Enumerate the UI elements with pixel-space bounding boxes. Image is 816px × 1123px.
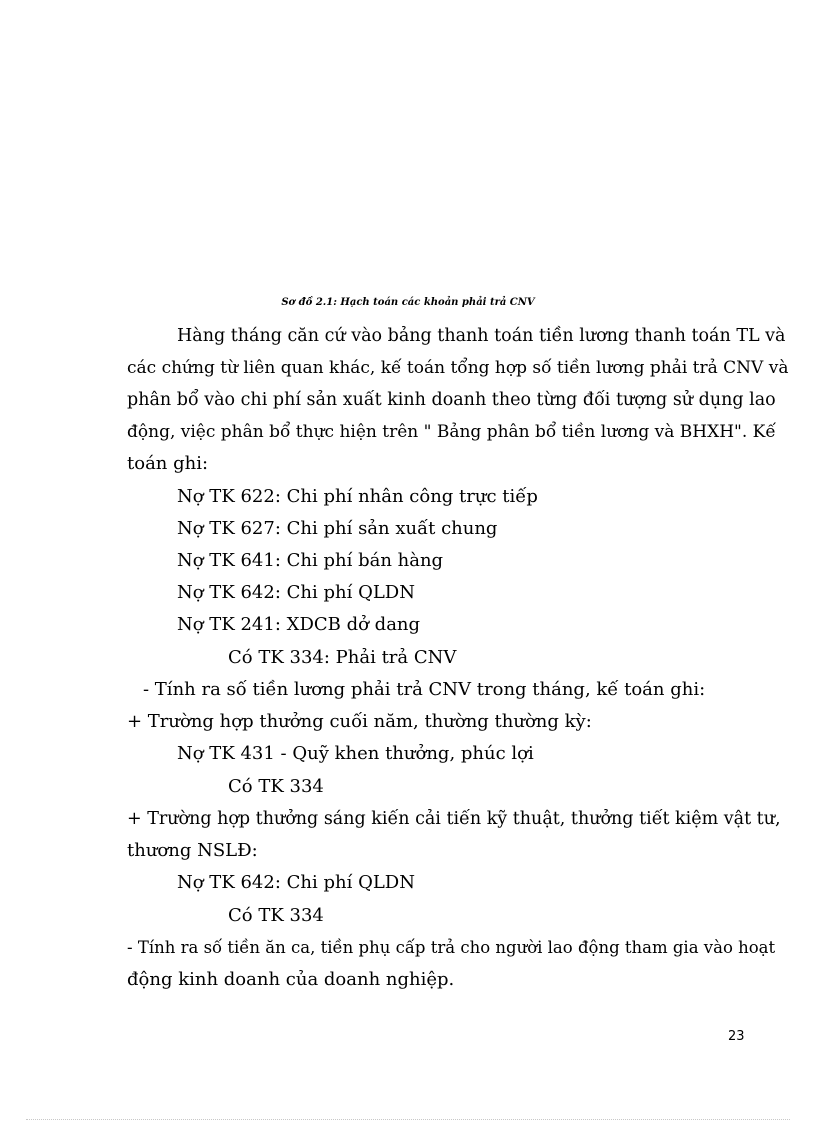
paragraph-line: Hàng tháng căn cứ vào bảng thanh toán tiền lương thanh toán TL và <box>177 326 786 346</box>
dash-note: - Tính ra số tiền lương phải trả CNV trong tháng, kế toán ghi: <box>143 679 706 700</box>
footer-divider <box>26 1119 790 1120</box>
debit-entry: Nợ TK 241: XDCB dở dang <box>177 614 421 635</box>
credit-entry: Có TK 334 <box>228 905 324 926</box>
case-heading: + Trường hợp thưởng sáng kiến cải tiến kỹ thuật, thưởng tiết kiệm vật tư, <box>127 809 781 829</box>
credit-entry: Có TK 334 <box>228 776 324 797</box>
credit-entry: Có TK 334: Phải trả CNV <box>228 647 457 668</box>
paragraph-line: các chứng từ liên quan khác, kế toán tổng hợp số tiền lương phải trả CNV và <box>127 358 789 378</box>
debit-entry: Nợ TK 641: Chi phí bán hàng <box>177 550 444 571</box>
debit-entry: Nợ TK 627: Chi phí sản xuất chung <box>177 518 498 539</box>
paragraph-line: phân bổ vào chi phí sản xuất kinh doanh theo từng đối tượng sử dụng lao <box>127 390 776 410</box>
paragraph-line: toán ghi: <box>127 453 209 474</box>
debit-entry: Nợ TK 642: Chi phí QLDN <box>177 582 415 603</box>
debit-entry: Nợ TK 431 - Quỹ khen thưởng, phúc lợi <box>177 743 534 764</box>
dash-note: động kinh doanh của doanh nghiệp. <box>127 969 455 990</box>
case-heading: + Trường hợp thưởng cuối năm, thường thường kỳ: <box>127 711 592 732</box>
dash-note: - Tính ra số tiền ăn ca, tiền phụ cấp trả cho người lao động tham gia vào hoạt <box>127 938 776 957</box>
paragraph-line: động, việc phân bổ thực hiện trên " Bảng phân bổ tiền lương và BHXH". Kế <box>127 422 776 442</box>
page-number: 23 <box>728 1029 745 1044</box>
debit-entry: Nợ TK 622: Chi phí nhân công trực tiếp <box>177 486 538 507</box>
case-heading: thương NSLĐ: <box>127 840 258 861</box>
figure-title: Sơ đồ 2.1: Hạch toán các khoản phải trả CNV <box>281 297 535 308</box>
debit-entry: Nợ TK 642: Chi phí QLDN <box>177 872 415 893</box>
